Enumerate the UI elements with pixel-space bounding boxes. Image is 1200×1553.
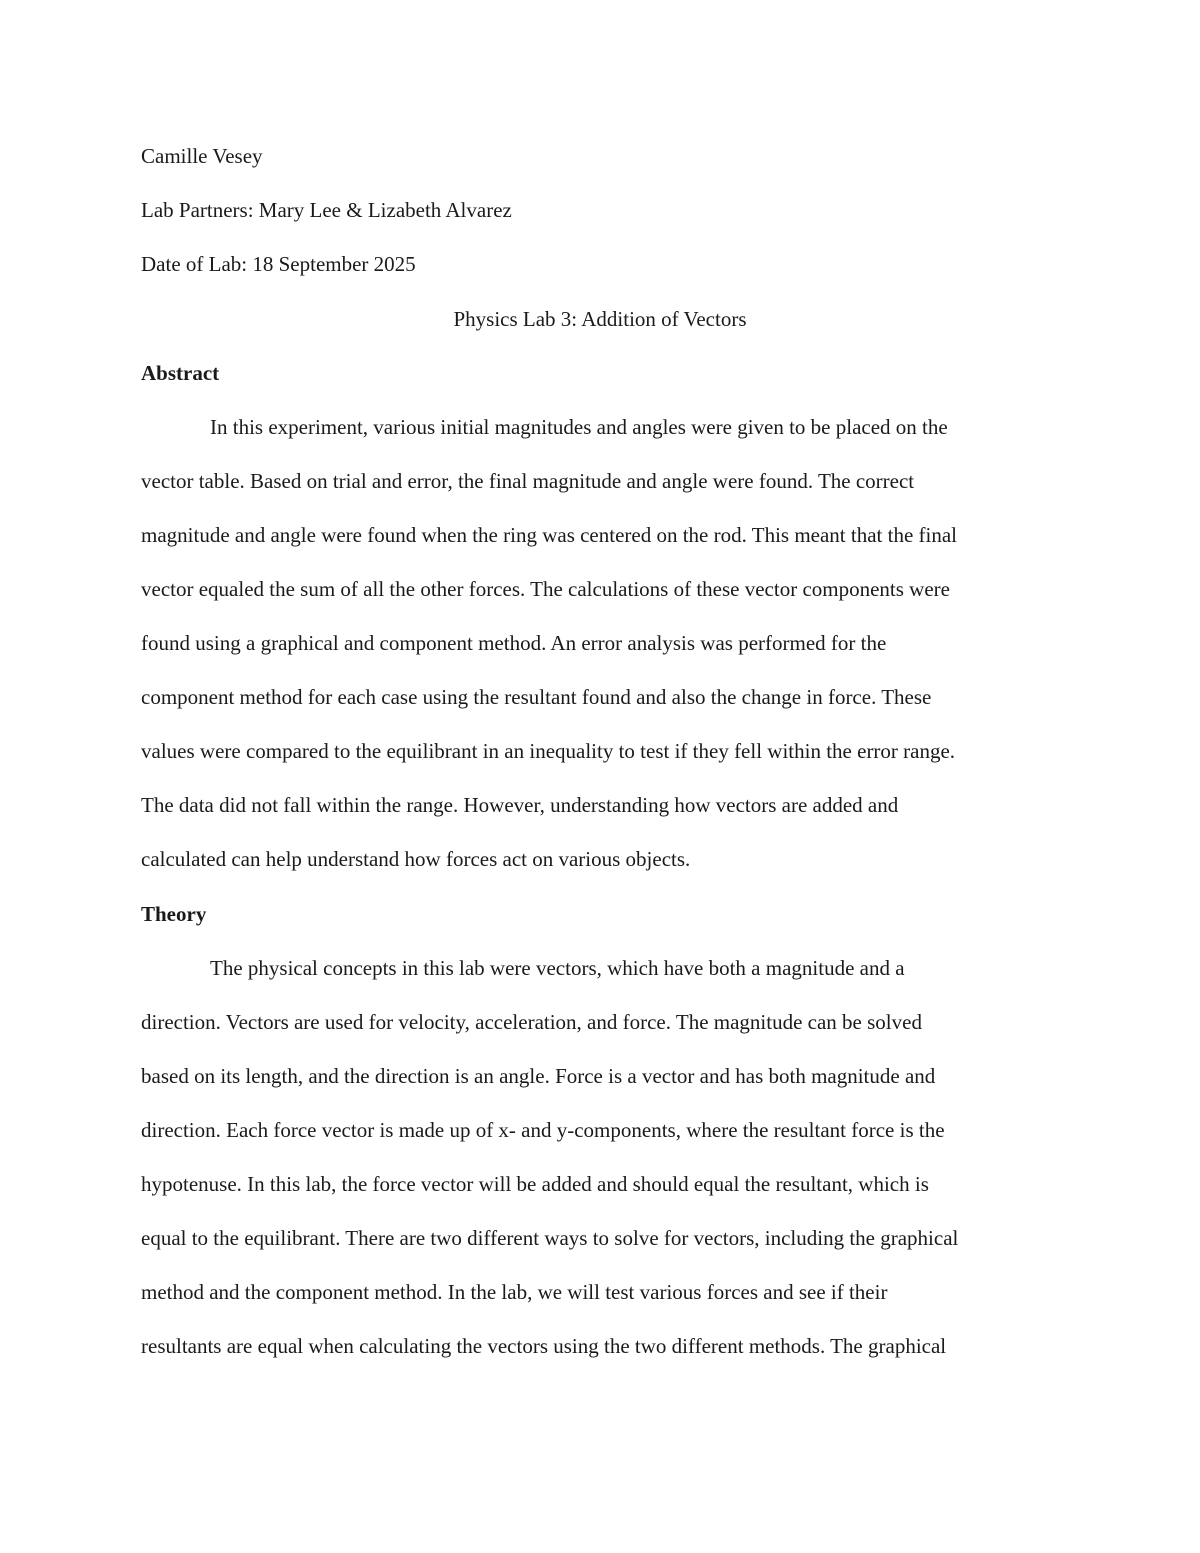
document-title: Physics Lab 3: Addition of Vectors xyxy=(453,307,747,331)
theory-line: The physical concepts in this lab were vectors, which have both a magnitude and a xyxy=(210,956,905,980)
abstract-line: The data did not fall within the range. However, understanding how vectors are added and xyxy=(141,793,899,817)
abstract-line: values were compared to the equilibrant in an inequality to test if they fell within the error range. xyxy=(141,739,956,763)
theory-line: direction. Each force vector is made up of x- and y-components, where the resultant force is the xyxy=(141,1118,945,1142)
theory-line: direction. Vectors are used for velocity, acceleration, and force. The magnitude can be solved xyxy=(141,1010,922,1034)
theory-line: hypotenuse. In this lab, the force vector will be added and should equal the resultant, which is xyxy=(141,1172,929,1196)
theory-heading: Theory xyxy=(141,902,207,926)
abstract-line: vector equaled the sum of all the other forces. The calculations of these vector components were xyxy=(141,577,950,601)
theory-line: method and the component method. In the lab, we will test various forces and see if their xyxy=(141,1280,888,1304)
abstract-line: found using a graphical and component method. An error analysis was performed for the xyxy=(141,631,887,655)
abstract-line: vector table. Based on trial and error, the final magnitude and angle were found. The correct xyxy=(141,469,915,493)
theory-line: resultants are equal when calculating the vectors using the two different methods. The graphical xyxy=(141,1334,947,1358)
abstract-line: calculated can help understand how forces act on various objects. xyxy=(141,847,691,871)
lab-date: Date of Lab: 18 September 2025 xyxy=(141,252,416,276)
abstract-line: magnitude and angle were found when the ring was centered on the rod. This meant that the final xyxy=(141,523,958,547)
abstract-heading: Abstract xyxy=(141,361,220,385)
author-name: Camille Vesey xyxy=(141,144,263,168)
lab-partners: Lab Partners: Mary Lee & Lizabeth Alvarez xyxy=(141,198,512,222)
abstract-line: component method for each case using the resultant found and also the change in force. These xyxy=(141,685,932,709)
abstract-line: In this experiment, various initial magnitudes and angles were given to be placed on the xyxy=(210,415,948,439)
theory-line: equal to the equilibrant. There are two different ways to solve for vectors, including the graphical xyxy=(141,1226,959,1250)
theory-line: based on its length, and the direction is an angle. Force is a vector and has both magnitude and xyxy=(141,1064,936,1088)
